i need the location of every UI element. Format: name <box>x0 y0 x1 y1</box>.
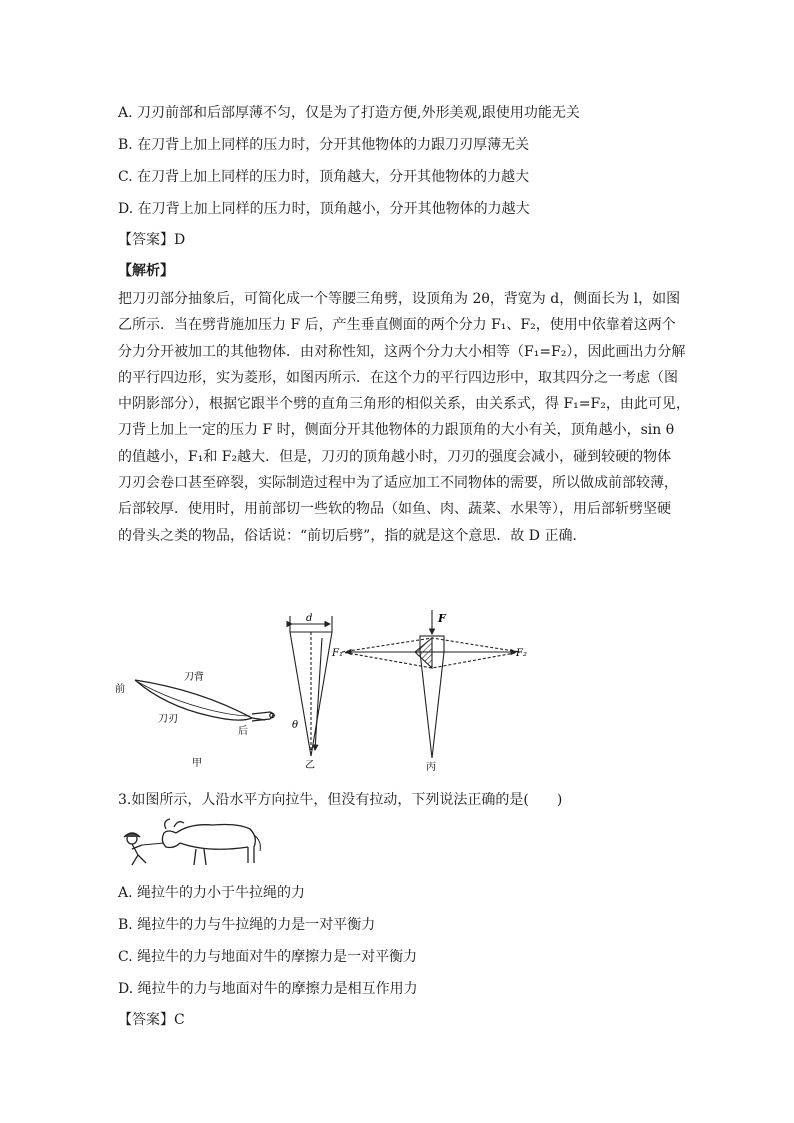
analysis-line: 分力分开被加工的其他物体．由对称性知，这两个分力大小相等（F₁=F₂），因此画出力分解 <box>118 343 686 360</box>
analysis-line: 乙所示．当在劈背施加压力 F 后，产生垂直侧面的两个分力 F₁、F₂，使用中依靠着这两个 <box>118 317 676 334</box>
force-F1-label: F₁ <box>332 648 343 659</box>
knife-front-label: 前 <box>115 684 125 695</box>
option-d: D. 在刀背上加上同样的压力时，顶角越小，分开其他物体的力越大 <box>118 201 530 217</box>
option-b: B. 在刀背上加上同样的压力时，分开其他物体的力跟刀刃厚薄无关 <box>118 137 530 153</box>
wedge-drawing <box>290 616 332 756</box>
force-drawing <box>342 610 520 758</box>
analysis-line: 刀背上加上一定的压力 F 时，侧面分开其他物体的力跟顶角的大小有关，顶角越小，sin θ <box>118 422 675 439</box>
option-b-q3: B. 绳拉牛的力与牛拉绳的力是一对平衡力 <box>118 917 376 933</box>
question-3: 3.如图所示，人沿水平方向拉牛，但没有拉动，下列说法正确的是( ) <box>118 792 563 808</box>
knife-edge-label: 刀刃 <box>158 714 178 725</box>
knife-rear-label: 后 <box>238 726 248 737</box>
knife-drawing <box>135 680 274 721</box>
answer-q2: 【答案】D <box>118 232 186 248</box>
knife-back-label: 刀背 <box>184 672 204 683</box>
knife-figure <box>110 608 560 773</box>
analysis-label: 【解析】 <box>118 263 174 279</box>
figure-caption-jia: 甲 <box>192 758 202 769</box>
analysis-line: 后部较厚．使用时，用前部切一些软的物品（如鱼、肉、蔬菜、水果等），用后部斩劈坚硬 <box>118 501 671 518</box>
option-c: C. 在刀背上加上同样的压力时，顶角越大，分开其他物体的力越大 <box>118 169 530 185</box>
answer-q3: 【答案】C <box>118 1012 185 1028</box>
analysis-paragraph <box>118 286 690 549</box>
wedge-d-label: d <box>306 613 313 624</box>
figure-caption-bing: 丙 <box>426 762 436 773</box>
force-F2-label: F₂ <box>516 648 527 659</box>
analysis-line: 的骨头之类的物品，俗话说：“前切后劈”，指的就是这个意思．故 D 正确． <box>118 527 587 544</box>
analysis-line: 刀刃会卷口甚至碎裂，实际制造过程中为了适应加工不同物体的需要，所以做成前部较薄， <box>118 475 678 492</box>
analysis-line: 把刀刃部分抽象后，可简化成一个等腰三角劈，设顶角为 2θ，背宽为 d，侧面长为 l，如图 <box>118 291 681 307</box>
figure-caption-yi: 乙 <box>305 760 315 771</box>
analysis-line: 的值越小，F₁和 F₂越大．但是，刀刃的顶角越小时，刀刃的强度会减小，碰到较硬的物体 <box>118 448 672 465</box>
option-d-q3: D. 绳拉牛的力与地面对牛的摩擦力是相互作用力 <box>118 981 418 997</box>
analysis-line: 中阴影部分），根据它跟半个劈的直角三角形的相似关系，由关系式，得 F₁=F₂，由此可见， <box>118 396 690 413</box>
ox-figure <box>118 815 268 871</box>
option-a: A. 刀刃前部和后部厚薄不匀，仅是为了打造方便,外形美观,跟使用功能无关 <box>118 105 580 121</box>
wedge-theta-label: θ <box>292 720 299 731</box>
force-F-label: F <box>438 612 446 625</box>
option-c-q3: C. 绳拉牛的力与地面对牛的摩擦力是一对平衡力 <box>118 949 418 965</box>
option-a-q3: A. 绳拉牛的力小于牛拉绳的力 <box>118 885 306 901</box>
analysis-line: 的平行四边形，实为菱形，如图丙所示．在这个力的平行四边形中，取其四分之一考虑（图 <box>118 369 678 386</box>
